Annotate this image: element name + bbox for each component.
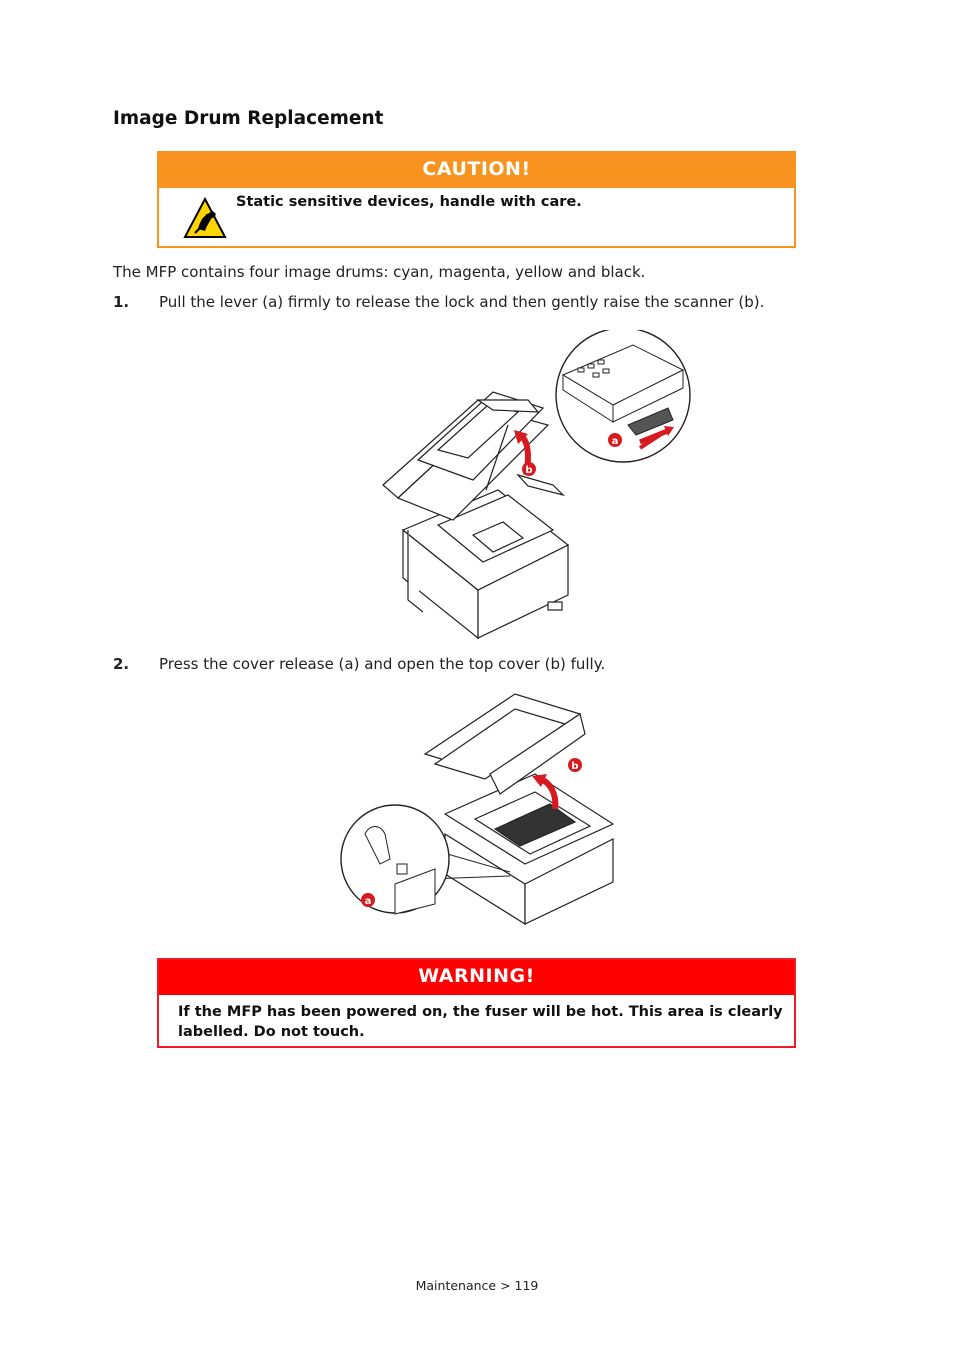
warning-box xyxy=(157,958,796,1048)
warning-title: WARNING! xyxy=(159,960,794,995)
step-2-text: Press the cover release (a) and open the top cover (b) fully. xyxy=(159,655,606,673)
step-1-number: 1. xyxy=(113,293,130,311)
figure-open-top-cover xyxy=(335,684,617,928)
caution-title: CAUTION! xyxy=(159,153,794,188)
figure2-callout-a: a xyxy=(364,896,372,907)
figure-raise-scanner xyxy=(378,330,694,642)
page-footer: Maintenance > 119 xyxy=(415,1278,539,1293)
step-2-number: 2. xyxy=(113,655,130,673)
figure1-callout-b: b xyxy=(525,465,533,476)
figure1-callout-a: a xyxy=(611,436,619,447)
intro-paragraph: The MFP contains four image drums: cyan, magenta, yellow and black. xyxy=(113,263,646,281)
page-heading: Image Drum Replacement xyxy=(113,108,384,129)
esd-warning-icon xyxy=(183,197,227,239)
caution-box xyxy=(157,151,796,248)
warning-text: If the MFP has been powered on, the fuser will be hot. This area is clearly labelled. Do not touch. xyxy=(178,1004,783,1040)
step-1-text: Pull the lever (a) firmly to release the lock and then gently raise the scanner (b). xyxy=(159,293,765,311)
figure2-callout-b: b xyxy=(571,761,579,772)
caution-text: Static sensitive devices, handle with care. xyxy=(236,194,582,210)
